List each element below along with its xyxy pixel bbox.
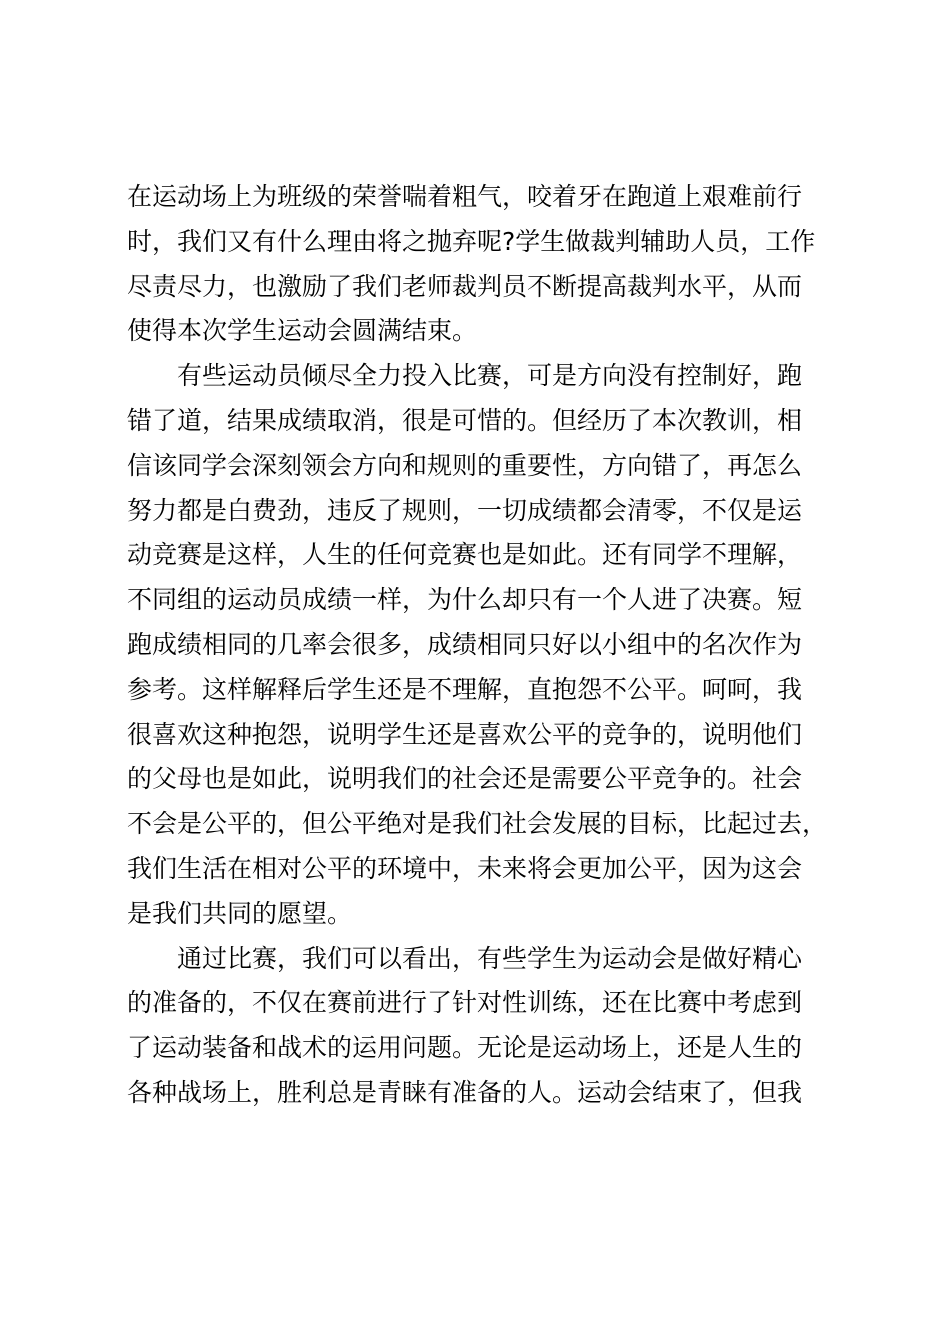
text-line: 尽责尽力，也激励了我们老师裁判员不断提高裁判水平，从而 xyxy=(127,271,803,301)
text-line: 在运动场上为班级的荣誉喘着粗气，咬着牙在跑道上艰难前行 xyxy=(127,182,803,211)
text-line: 是我们共同的愿望。 xyxy=(127,898,353,928)
text-line: 我们生活在相对公平的环境中，未来将会更加公平，因为这会 xyxy=(127,853,803,883)
text-line: 的父母也是如此，说明我们的社会还是需要公平竞争的。社会 xyxy=(127,764,803,794)
text-line: 的准备的，不仅在赛前进行了针对性训练，还在比赛中考虑到 xyxy=(127,988,803,1018)
text-line: 时，我们又有什么理由将之抛弃呢?学生做裁判辅助人员，工作 xyxy=(127,226,816,256)
text-line: 各种战场上，胜利总是青睐有准备的人。运动会结束了，但我 xyxy=(127,1077,803,1107)
text-line: 参考。这样解释后学生还是不理解，直抱怨不公平。呵呵，我 xyxy=(127,674,803,704)
text-line: 不同组的运动员成绩一样，为什么却只有一个人进了决赛。短 xyxy=(127,585,803,615)
text-line: 错了道，结果成绩取消，很是可惜的。但经历了本次教训，相 xyxy=(127,405,803,435)
paragraph-1 xyxy=(127,175,857,354)
text-line: 不会是公平的，但公平绝对是我们社会发展的目标，比起过去， xyxy=(127,809,828,839)
document-body xyxy=(127,175,857,1116)
paragraph-3 xyxy=(127,937,857,1116)
text-line: 通过比赛，我们可以看出，有些学生为运动会是做好精心 xyxy=(177,943,803,973)
text-line: 很喜欢这种抱怨，说明学生还是喜欢公平的竞争的，说明他们 xyxy=(127,719,803,749)
text-line: 信该同学会深刻领会方向和规则的重要性，方向错了，再怎么 xyxy=(127,450,803,480)
text-line: 跑成绩相同的几率会很多，成绩相同只好以小组中的名次作为 xyxy=(127,629,803,659)
text-line: 动竞赛是这样，人生的任何竞赛也是如此。还有同学不理解， xyxy=(127,540,803,570)
text-line: 努力都是白费劲，违反了规则，一切成绩都会清零，不仅是运 xyxy=(127,495,803,525)
text-line: 有些运动员倾尽全力投入比赛，可是方向没有控制好，跑 xyxy=(177,361,803,391)
paragraph-2 xyxy=(127,354,857,936)
text-line: 了运动装备和战术的运用问题。无论是运动场上，还是人生的 xyxy=(127,1033,803,1063)
text-line: 使得本次学生运动会圆满结束。 xyxy=(127,316,478,346)
